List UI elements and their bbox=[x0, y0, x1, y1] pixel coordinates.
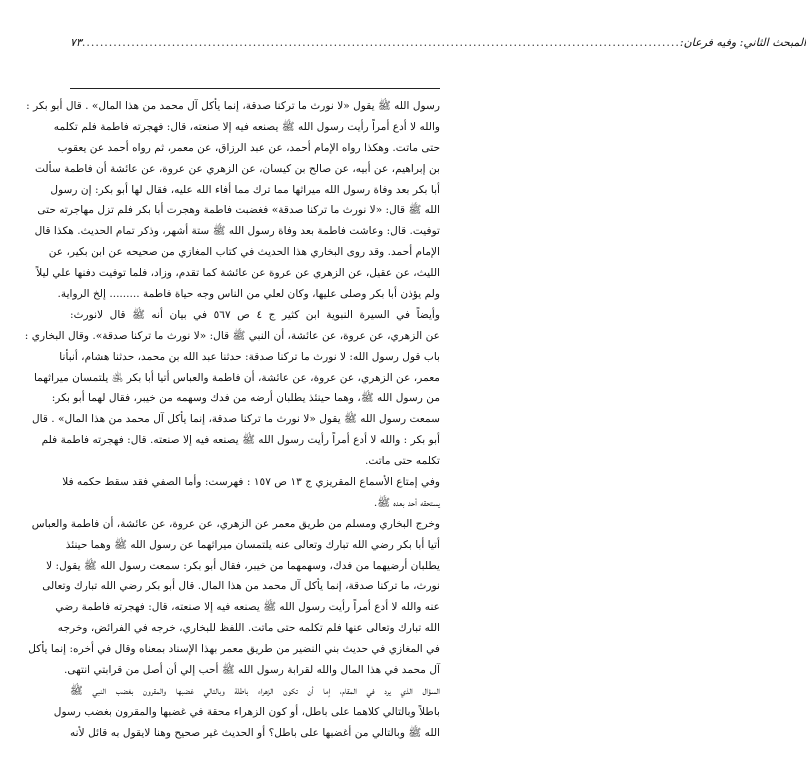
text-line: الله ﷺ وبالتالي من أغضبها على باطل؟ أو الحديث غير صحيح وهنا لايقول به قائل لأنه bbox=[70, 726, 440, 739]
text-line: وأيضاً في السيرة النبوية ابن كثير ج ٤ ص ٥٦٧ في بيان أنه ﷺ قال لانورث: bbox=[70, 308, 440, 321]
header-title: المبحث الثاني: وفيه فرعان: bbox=[679, 36, 806, 49]
header-leader-dots: ..................................................................................................................................... bbox=[81, 36, 680, 49]
text-line: السؤال الذي يرد في المقام، إما أن تكون الزهراء باطلة وبالتالي غضبها والمقرون بغضب النبي ﷺ bbox=[70, 684, 440, 697]
text-line: حتى ماتت. وهكذا رواه الإمام أحمد، عن عبد الرزاق، عن معمر، ثم رواه أحمد عن يعقوب bbox=[57, 141, 440, 154]
text-line: الله تبارك وتعالى عنها فلم تكلمه حتى ماتت. اللفظ للبخاري، خرجه في الفرائض، وخرجه bbox=[57, 622, 440, 635]
text-line: أتيا أبا بكر رضي الله تبارك وتعالى عنه يلتمسان ميراثهما عن رسول الله ﷺ وهما حينئذ bbox=[65, 538, 440, 551]
text-line: عن الزهري، عن عروة، عن عائشة، أن النبي ﷺ قال: «لا نورث ما تركنا صدقة». وقال البخاري : bbox=[24, 329, 440, 342]
text-line: الليث، عن عقيل، عن الزهري عن عروة عن عائشة كما تقدم، وزاد، فلما توفيت دفنها علي ليلاً bbox=[36, 267, 440, 280]
text-line: باطلاً وبالتالي كلاهما على باطل، أو كون الزهراء محقة في غضبها والمقرون بغضب رسول bbox=[53, 705, 440, 718]
text-line: في المغازي في حديث بني النضير من طريق معمر بهذا الإسناد بمعناه وقال في أخره: إنما يأكل bbox=[28, 643, 440, 656]
text-line: ولم يؤذن أبا بكر وصلى عليها، وكان لعلي من الناس وجه حياة فاطمة ......... إلخ الرواية. bbox=[57, 288, 440, 301]
text-line: معمر، عن الزهري، عن عروة، عن عائشة، أن فاطمة والعباس أتيا أبا بكر ﵁ يلتمسان ميراثهما bbox=[33, 371, 440, 384]
page-number: ٧٣ bbox=[70, 36, 82, 49]
text-line: باب قول رسول الله: لا نورث ما تركنا صدقة: حدثنا عبد الله بن محمد، حدثنا هشام، أنبأنا bbox=[59, 350, 440, 363]
text-line: وخرج البخاري ومسلم من طريق معمر عن الزهري، عن عروة، عن عائشة، أن فاطمة والعباس bbox=[31, 517, 440, 530]
text-line: نورث، ما تركنا صدقة، إنما يأكل آل محمد من هذا المال. قال أبو بكر رضي الله تبارك وتعالى bbox=[42, 580, 440, 593]
text-line: الله ﷺ قال: «لا نورث ما تركنا صدقة» فغضبت فاطمة وهجرت أبا بكر فلم تزل مهاجرته حتى bbox=[37, 204, 440, 217]
text-line: أبو بكر : والله لا أدع أمراً رأيت رسول الله ﷺ يصنعه فيه إلا صنعته. قال: فهجرته فاطمة فلم bbox=[41, 434, 440, 447]
text-line: الإمام أحمد. وقد روى البخاري هذا الحديث في كتاب المغازي من صحيحه عن ابن بكير، عن bbox=[48, 246, 440, 259]
text-line: تكلمه حتى ماتت. bbox=[364, 455, 440, 468]
text-line: والله لا أدع أمراً رأيت رسول الله ﷺ يصنعه فيه إلا صنعته، قال: فهجرته فاطمة فلم تكلمه bbox=[53, 120, 440, 133]
text-line: بن إبراهيم، عن أبيه، عن صالح بن كيسان، عن الزهري عن عروة، عن عائشة أن فاطمة سألت bbox=[35, 162, 440, 175]
text-line: عنه والله لا أدع أمراً رأيت رسول الله ﷺ يصنعه فيه إلا صنعته، قال: فهجرته فاطمة رضي bbox=[55, 601, 440, 614]
text-line: سمعت رسول الله ﷺ يقول «لا نورث ما تركنا صدقة، إنما يأكل آل محمد من هذا المال» . قال bbox=[31, 413, 440, 426]
header-rule bbox=[70, 88, 440, 89]
running-header bbox=[64, 36, 806, 49]
body-text bbox=[24, 96, 440, 744]
text-line: يطلبان أرضيهما من فدك، وسهمهما من خيبر، فقال أبو بكر: سمعت رسول الله ﷺ يقول: لا bbox=[46, 559, 440, 572]
text-line: من رسول الله ﷺ، وهما حينئذ يطلبان أرضه من فدك وسهمه من خيبر، فقال لهما أبو بكر: bbox=[51, 392, 440, 405]
text-line: وفي إمتاع الأسماع المقريزي ج ١٣ ص ١٥٧ : فهرست: وأما الصفي فقد سقط حكمه فلا bbox=[62, 476, 440, 489]
text-line: أبا بكر بعد وفاة رسول الله ميراثها مما ترك مما أفاء الله عليه، فقال لها أبو بكر: إن رسول bbox=[50, 183, 440, 196]
text-line: يستحقه أحد بعده ﷺ. bbox=[373, 496, 440, 509]
text-line: رسول الله ﷺ يقول «لا نورث ما تركنا صدقة، إنما يأكل آل محمد من هذا المال» . قال أبو بكر : bbox=[26, 100, 440, 112]
text-line: توفيت. قال: وعاشت فاطمة بعد وفاة رسول الله ﷺ ستة أشهر، وذكر تمام الحديث. هكذا قال bbox=[34, 225, 440, 238]
text-line: آل محمد في هذا المال والله لقرابة رسول الله ﷺ أحب إلي أن أصل من قرابتي انتهى. bbox=[63, 664, 440, 677]
